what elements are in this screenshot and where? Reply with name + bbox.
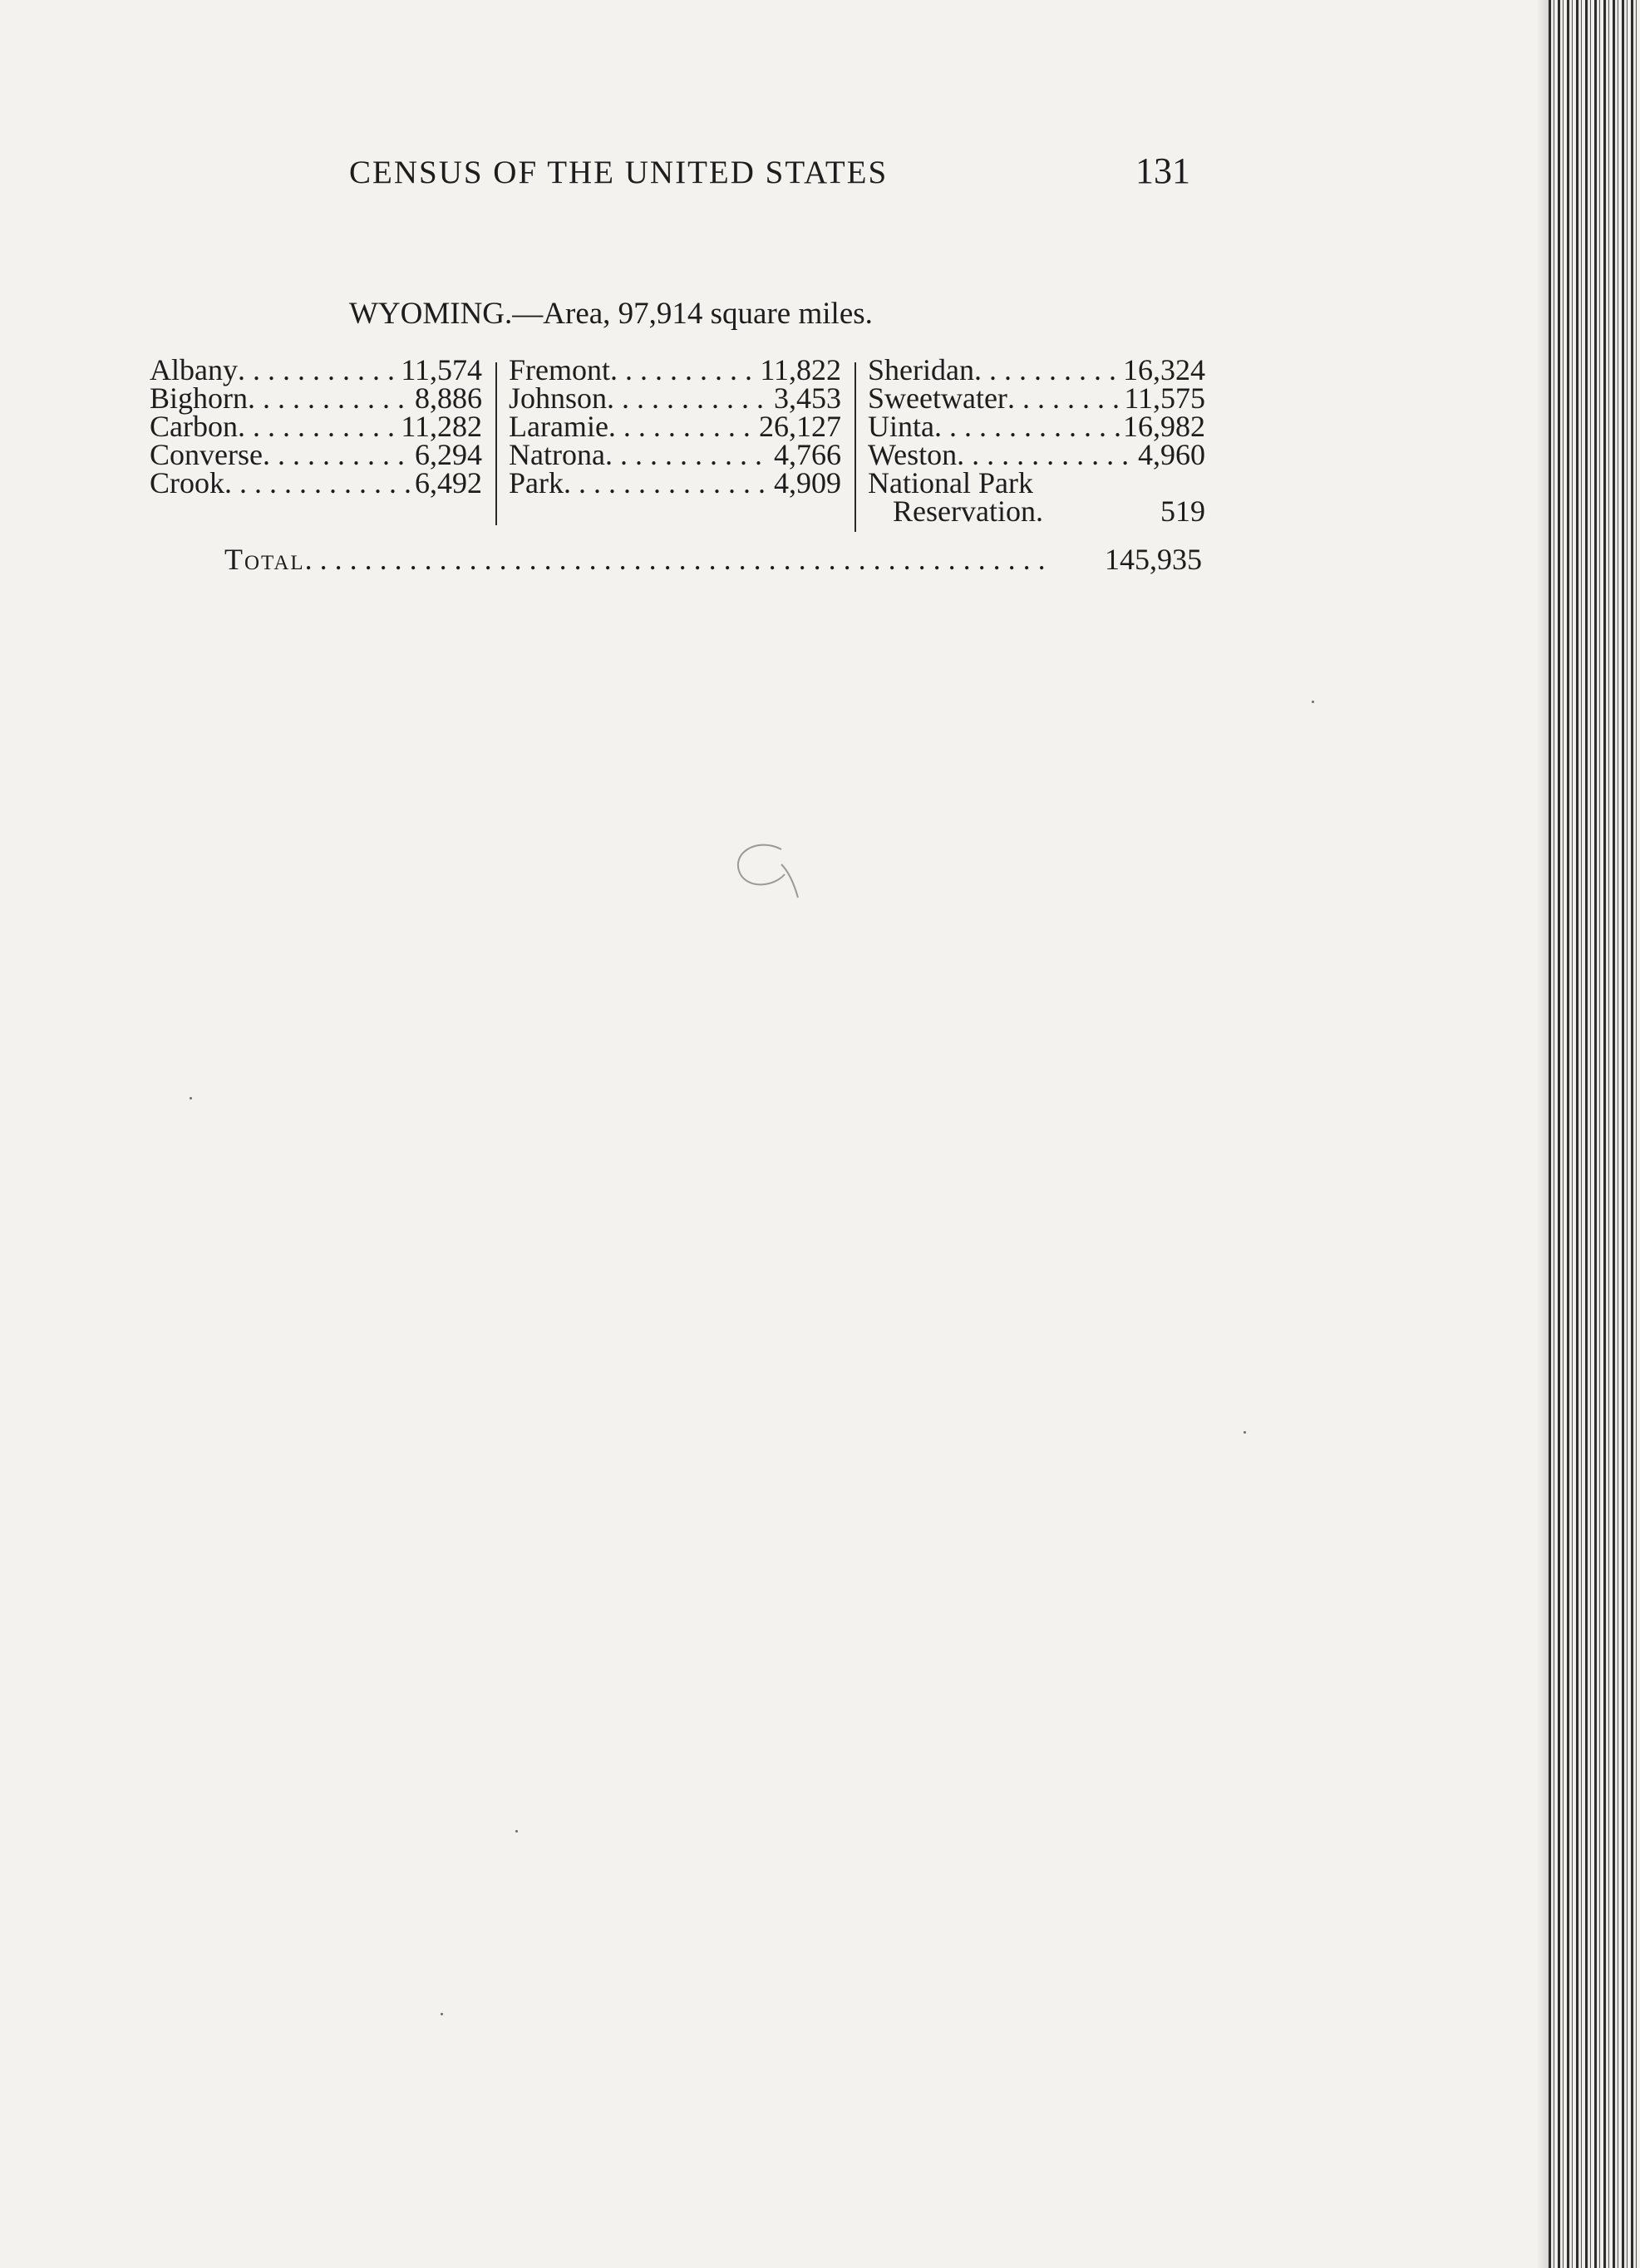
- table-column-1: [150, 353, 482, 499]
- speck: [515, 1830, 518, 1833]
- book-binding-edge: [1549, 0, 1640, 2268]
- table-row: [509, 466, 841, 499]
- speck: [190, 1097, 192, 1100]
- county-population: 26,127: [759, 410, 841, 443]
- county-name: Bighorn: [150, 381, 249, 415]
- county-name: Johnson: [509, 381, 608, 415]
- county-population: 11,282: [401, 410, 482, 443]
- table-row: [868, 440, 1205, 469]
- table-row: [509, 353, 841, 386]
- table-row: [509, 381, 841, 415]
- table-row: [868, 494, 1205, 528]
- county-name: Converse: [150, 438, 263, 471]
- column-divider: [854, 362, 856, 532]
- column-divider: [495, 362, 497, 525]
- table-column-2: [509, 353, 841, 499]
- table-row: [868, 466, 1205, 499]
- county-name: Albany: [150, 353, 238, 386]
- table-row: [509, 410, 841, 443]
- county-population: 519: [1160, 494, 1205, 528]
- table-row: [150, 353, 482, 386]
- pencil-mark-icon: [723, 839, 815, 906]
- table-row: [150, 440, 482, 469]
- table-row: [509, 440, 841, 469]
- county-name: Fremont: [509, 353, 610, 386]
- county-population: 6,294: [415, 438, 482, 471]
- table-row: [150, 381, 482, 415]
- running-title: CENSUS OF THE UNITED STATES: [349, 155, 889, 190]
- table-column-3: [868, 353, 1205, 528]
- county-population: 11,822: [760, 353, 841, 386]
- county-population-table: [150, 353, 1205, 530]
- section-title: WYOMING.—Area, 97,914 square miles.: [349, 297, 873, 331]
- table-row: [868, 410, 1205, 443]
- county-name: Reservation.: [893, 494, 1043, 528]
- speck: [1312, 701, 1314, 703]
- county-name: Crook: [150, 466, 224, 499]
- county-name: Sheridan: [868, 353, 974, 386]
- county-population: 8,886: [415, 381, 482, 415]
- county-name: Carbon: [150, 410, 238, 443]
- county-name: Uinta: [868, 410, 934, 443]
- table-row: [868, 353, 1205, 386]
- county-population: 11,574: [401, 353, 482, 386]
- speck: [441, 2013, 443, 2015]
- county-population: 6,492: [415, 466, 482, 499]
- binding-shadow: [1537, 0, 1549, 2268]
- county-population: 16,982: [1123, 410, 1205, 443]
- county-name: Weston: [868, 438, 958, 471]
- county-name: Natrona: [509, 438, 605, 471]
- county-name: Sweetwater: [868, 381, 1007, 415]
- county-population: 4,766: [774, 438, 841, 471]
- county-name: National Park: [868, 466, 1033, 499]
- table-row: [150, 410, 482, 443]
- county-name: Laramie: [509, 410, 608, 443]
- speck: [1244, 1431, 1246, 1434]
- page-number: 131: [1135, 150, 1190, 191]
- total-value: 145,935: [1105, 543, 1202, 576]
- county-population: 3,453: [774, 381, 841, 415]
- total-label: Total: [224, 543, 305, 576]
- county-population: 4,909: [774, 466, 841, 499]
- county-name: Park: [509, 466, 564, 499]
- table-row: [868, 381, 1205, 415]
- county-population: 4,960: [1138, 438, 1205, 471]
- county-population: 11,575: [1124, 381, 1205, 415]
- table-row: [150, 466, 482, 499]
- county-population: 16,324: [1123, 353, 1205, 386]
- total-row: [224, 542, 1202, 577]
